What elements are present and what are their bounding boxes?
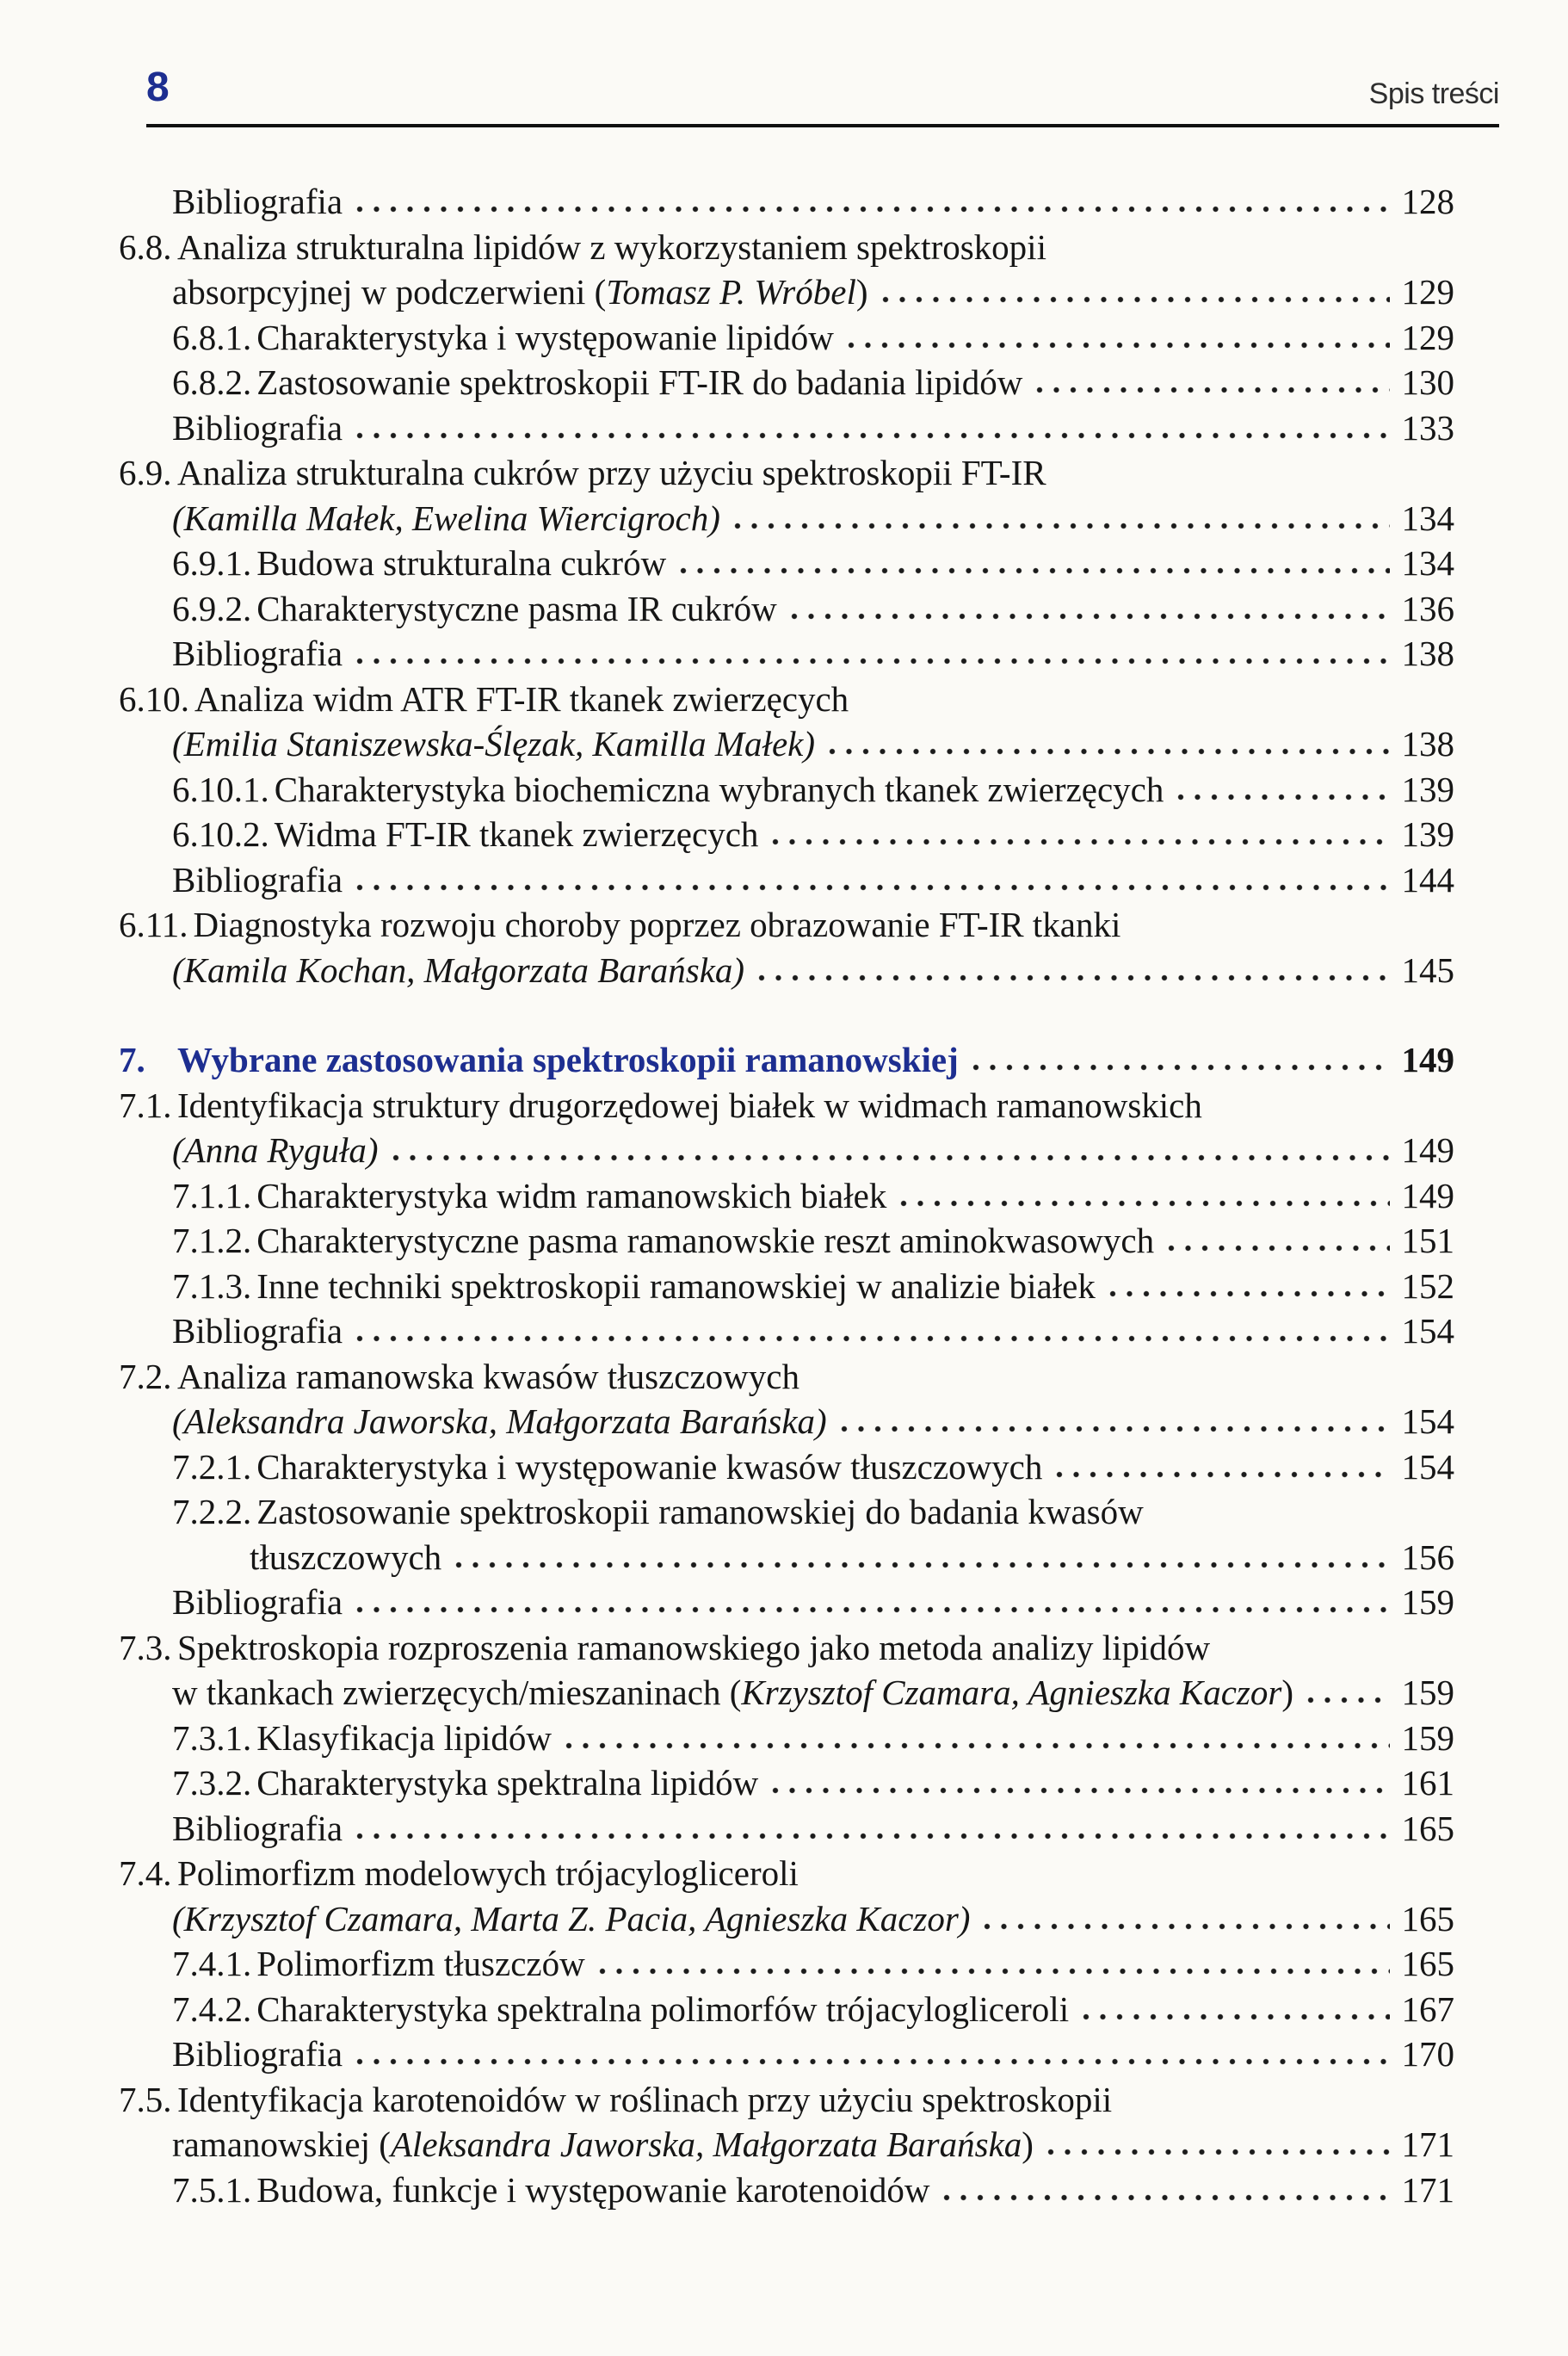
toc-entry-text: Polimorfizm modelowych trójacylogliceroli — [177, 1853, 799, 1893]
toc-entry-number: 6.10.1. — [172, 769, 269, 809]
toc-page-number: 139 — [1401, 769, 1454, 809]
dot-leader — [1177, 793, 1389, 801]
toc-row — [119, 1625, 1454, 1671]
toc-row — [172, 269, 1454, 315]
toc-entry-text: Bibliografia — [172, 1808, 343, 1848]
toc-entry-number: 7.3.1. — [172, 1717, 252, 1758]
toc-entry-number: 7.2.1. — [172, 1446, 252, 1487]
toc-entry-number: 6.9. — [119, 453, 172, 492]
toc-entry-text: w tkankach zwierzęcych/mieszaninach (Krzysztof Czamara, Agnieszka Kaczor) — [172, 1673, 1293, 1712]
dot-leader — [392, 1153, 1390, 1162]
toc-page-number: 156 — [1401, 1537, 1454, 1577]
toc-page-number: 134 — [1401, 543, 1454, 583]
toc-entry-number: 7.1.1. — [172, 1175, 252, 1215]
toc-entry-text: Bibliografia — [172, 182, 343, 221]
toc-entry-number: 7.2.2. — [172, 1492, 252, 1531]
toc-entry-text: absorpcyjnej w podczerwieni (Tomasz P. Wróbel) — [172, 272, 868, 312]
toc-row — [250, 1535, 1454, 1580]
toc-entry-number: 7.5. — [119, 2079, 172, 2119]
toc-row — [119, 902, 1454, 948]
page-header-title: Spis treści — [1368, 77, 1499, 110]
dot-leader — [1047, 2148, 1390, 2156]
dot-leader — [829, 747, 1390, 756]
dot-leader — [900, 1199, 1389, 1208]
toc-entry-text: Charakterystyka i występowanie lipidów — [256, 317, 834, 357]
toc-entry-text: Bibliografia — [172, 407, 343, 448]
toc-page-number: 171 — [1401, 2169, 1454, 2210]
dot-leader — [356, 431, 1389, 440]
toc-page-number: 145 — [1401, 949, 1454, 990]
dot-leader — [356, 2057, 1389, 2066]
toc-page-number: 165 — [1401, 1898, 1454, 1939]
toc-entry-text: Analiza strukturalna lipidów z wykorzystaniem spektroskopii — [177, 226, 1046, 267]
toc-row — [172, 496, 1454, 541]
dot-leader — [599, 1967, 1390, 1976]
toc-page-number: 129 — [1401, 272, 1454, 312]
toc-page-number: 144 — [1401, 859, 1454, 900]
toc-entry-text: Zastosowanie spektroskopii ramanowskiej do badania kwasów — [256, 1492, 1144, 1531]
dot-leader — [1168, 1244, 1389, 1252]
dot-leader — [1036, 386, 1389, 394]
page-number-display: 8 — [146, 65, 170, 110]
dot-leader — [356, 205, 1389, 213]
toc-entry-text: (Emilia Staniszewska-Ślęzak, Kamilla Małek) — [172, 724, 815, 764]
toc-entry-text: tłuszczowych — [250, 1537, 442, 1577]
dot-leader — [356, 1605, 1389, 1614]
toc-entry-text: Wybrane zastosowania spektroskopii ramanowskiej — [177, 1040, 959, 1079]
toc-row — [172, 360, 1454, 405]
toc-row — [172, 2031, 1454, 2077]
toc-entry-text: Zastosowanie spektroskopii FT-IR do badania lipidów — [256, 362, 1023, 402]
toc-entry-text: Charakterystyka spektralna polimorfów trójacylogliceroli — [256, 1988, 1070, 2029]
toc-entry-number: 6.10.2. — [172, 814, 269, 854]
dot-leader — [1056, 1470, 1389, 1479]
toc-page-number: 165 — [1401, 1944, 1454, 1983]
toc-row — [172, 1173, 1454, 1219]
dot-leader — [772, 1786, 1389, 1795]
toc-entry-text: Klasyfikacja lipidów — [256, 1717, 552, 1758]
toc-row — [172, 179, 1454, 225]
toc-entry-text: Charakterystyka widm ramanowskich białek — [256, 1175, 887, 1215]
toc-entry-text: Polimorfizm tłuszczów — [256, 1944, 585, 1983]
toc-entry-number: 7.1.2. — [172, 1221, 252, 1260]
toc-entry-number: 6.8.2. — [172, 362, 252, 402]
toc-entry-number: 7.4. — [119, 1853, 172, 1893]
dot-leader — [984, 1922, 1389, 1931]
toc-row — [172, 1308, 1454, 1354]
toc-row — [172, 1218, 1454, 1264]
toc-entry-text: Diagnostyka rozwoju choroby poprzez obrazowanie FT-IR tkanki — [193, 905, 1121, 944]
dot-leader — [772, 838, 1389, 846]
toc-row — [172, 1716, 1454, 1761]
toc-entry-text: Inne techniki spektroskopii ramanowskiej w analizie białek — [256, 1265, 1096, 1306]
toc-row — [119, 677, 1454, 722]
dot-leader — [1307, 1696, 1390, 1704]
toc-row — [119, 225, 1454, 270]
toc-page-number: 165 — [1401, 1808, 1454, 1848]
toc-page-number: 128 — [1401, 182, 1454, 221]
toc-entry-number: 7.3. — [119, 1627, 172, 1667]
toc-page-number: 154 — [1401, 1446, 1454, 1487]
toc-entry-number: 7.4.1. — [172, 1944, 252, 1983]
toc-entry-text: (Kamila Kochan, Małgorzata Barańska) — [172, 949, 745, 990]
toc-row — [172, 541, 1454, 586]
toc-row — [119, 1037, 1454, 1083]
toc-page-number: 154 — [1401, 1311, 1454, 1351]
dot-leader — [680, 566, 1389, 575]
toc-row — [172, 1444, 1454, 1490]
toc-entry-text: Widma FT-IR tkanek zwierzęcych — [274, 814, 759, 854]
toc-page-number: 136 — [1401, 588, 1454, 628]
toc-row — [119, 1851, 1454, 1896]
toc-row — [172, 1489, 1454, 1535]
toc-entry-number: 7.1.3. — [172, 1265, 252, 1306]
dot-leader — [734, 522, 1390, 530]
toc-entry-text: Budowa, funkcje i występowanie karotenoidów — [256, 2169, 930, 2210]
toc-entry-text: (Krzysztof Czamara, Marta Z. Pacia, Agnieszka Kaczor) — [172, 1898, 971, 1939]
toc-page-number: 161 — [1401, 1763, 1454, 1803]
dot-leader — [841, 1425, 1390, 1433]
toc-row — [172, 812, 1454, 857]
toc-entry-text: Charakterystyka i występowanie kwasów tłuszczowych — [256, 1446, 1043, 1487]
toc-page-number: 167 — [1401, 1988, 1454, 2029]
dot-leader — [565, 1741, 1390, 1750]
dot-leader — [1109, 1289, 1390, 1298]
toc-entry-number: 7.1. — [119, 1085, 172, 1125]
toc-entry-text: Charakterystyczne pasma ramanowskie reszt aminokwasowych — [256, 1221, 1155, 1260]
toc-page-number: 159 — [1401, 1717, 1454, 1758]
toc-entry-number: 6.9.1. — [172, 543, 252, 583]
toc-entry-text: Charakterystyczne pasma IR cukrów — [256, 588, 777, 628]
toc-row — [119, 1354, 1454, 1400]
toc-entry-text: ramanowskiej (Aleksandra Jaworska, Małgorzata Barańska) — [172, 2124, 1034, 2164]
toc-entry-text: (Aleksandra Jaworska, Małgorzata Barańska) — [172, 1401, 827, 1441]
toc-page-number: 151 — [1401, 1221, 1454, 1260]
dot-leader — [1083, 2013, 1389, 2021]
dot-leader — [356, 657, 1389, 665]
toc-row — [172, 2122, 1454, 2167]
toc-row — [172, 1987, 1454, 2032]
toc-page-number: 159 — [1401, 1673, 1454, 1712]
toc-page-number: 138 — [1401, 724, 1454, 764]
toc-row — [119, 450, 1454, 496]
toc-page-number: 139 — [1401, 814, 1454, 854]
toc-entry-number: 6.9.2. — [172, 588, 252, 628]
toc-row — [172, 1580, 1454, 1625]
toc-row — [172, 1264, 1454, 1309]
dot-leader — [848, 341, 1390, 349]
toc-row — [119, 1083, 1454, 1129]
toc-row — [172, 1896, 1454, 1942]
toc-page-number: 149 — [1401, 1130, 1454, 1170]
page-header — [146, 67, 1499, 108]
toc-entry-number: 7.3.2. — [172, 1763, 252, 1803]
toc-row — [172, 1806, 1454, 1852]
toc-entry-text: Budowa strukturalna cukrów — [256, 543, 667, 583]
toc-page-number: 129 — [1401, 317, 1454, 357]
toc-page-number: 130 — [1401, 362, 1454, 402]
toc-page-number: 154 — [1401, 1401, 1454, 1441]
toc-entry-number: 7.4.2. — [172, 1988, 252, 2029]
toc-row — [172, 2167, 1454, 2213]
dot-leader — [356, 1334, 1389, 1343]
toc — [0, 179, 1454, 2212]
toc-entry-number: 7. — [119, 1040, 145, 1079]
toc-entry-text: Charakterystyka spektralna lipidów — [256, 1763, 759, 1803]
toc-entry-number: 6.8.1. — [172, 317, 252, 357]
toc-entry-number: 6.10. — [119, 678, 189, 719]
toc-row — [119, 2077, 1454, 2123]
toc-entry-text: Charakterystyka biochemiczna wybranych tkanek zwierzęcych — [274, 769, 1164, 809]
toc-entry-text: Identyfikacja karotenoidów w roślinach przy użyciu spektroskopii — [177, 2079, 1113, 2119]
dot-leader — [758, 974, 1389, 982]
dot-leader — [972, 1063, 1390, 1072]
toc-row — [172, 631, 1454, 677]
toc-row — [172, 1670, 1454, 1716]
toc-row — [172, 857, 1454, 903]
dot-leader — [356, 883, 1389, 892]
dot-leader — [356, 1832, 1389, 1840]
toc-entry-text: Bibliografia — [172, 2034, 343, 2074]
toc-entry-text: Analiza widm ATR FT-IR tkanek zwierzęcych — [194, 678, 849, 719]
toc-page-number: 133 — [1401, 407, 1454, 448]
toc-entry-text: Bibliografia — [172, 1582, 343, 1622]
toc-page-number: 171 — [1401, 2124, 1454, 2164]
toc-row — [172, 721, 1454, 767]
toc-page-number: 159 — [1401, 1582, 1454, 1622]
toc-entry-text: Bibliografia — [172, 1311, 343, 1351]
toc-row — [172, 405, 1454, 451]
toc-page-number: 149 — [1401, 1040, 1454, 1079]
dot-leader — [882, 295, 1390, 304]
dot-leader — [791, 612, 1390, 621]
toc-row — [172, 315, 1454, 361]
toc-row — [172, 586, 1454, 632]
toc-page-number: 134 — [1401, 498, 1454, 538]
toc-entry-text: Bibliografia — [172, 859, 343, 900]
toc-row — [172, 1760, 1454, 1806]
toc-row — [172, 948, 1454, 993]
toc-entry-number: 7.2. — [119, 1356, 172, 1396]
header-rule — [146, 124, 1499, 127]
dot-leader — [455, 1561, 1389, 1569]
toc-entry-text: Identyfikacja struktury drugorzędowej białek w widmach ramanowskich — [177, 1085, 1202, 1125]
toc-entry-number: 6.8. — [119, 226, 172, 267]
toc-row — [172, 1399, 1454, 1444]
toc-row — [172, 1941, 1454, 1987]
toc-entry-text: Analiza strukturalna cukrów przy użyciu spektroskopii FT-IR — [177, 453, 1046, 492]
toc-entry-text: (Kamilla Małek, Ewelina Wiercigroch) — [172, 498, 720, 538]
toc-entry-text: (Anna Ryguła) — [172, 1130, 379, 1170]
toc-row — [172, 1128, 1454, 1173]
dot-leader — [943, 2193, 1389, 2202]
toc-row — [172, 767, 1454, 813]
toc-entry-text: Analiza ramanowska kwasów tłuszczowych — [177, 1356, 799, 1396]
toc-page-number: 149 — [1401, 1175, 1454, 1215]
toc-entry-number: 7.5.1. — [172, 2169, 252, 2210]
toc-page-number: 138 — [1401, 634, 1454, 673]
toc-page-number: 152 — [1401, 1265, 1454, 1306]
toc-entry-text: Bibliografia — [172, 634, 343, 673]
toc-page-number: 170 — [1401, 2034, 1454, 2074]
toc-entry-text: Spektroskopia rozproszenia ramanowskiego jako metoda analizy lipidów — [177, 1627, 1211, 1667]
toc-entry-number: 6.11. — [119, 905, 188, 944]
